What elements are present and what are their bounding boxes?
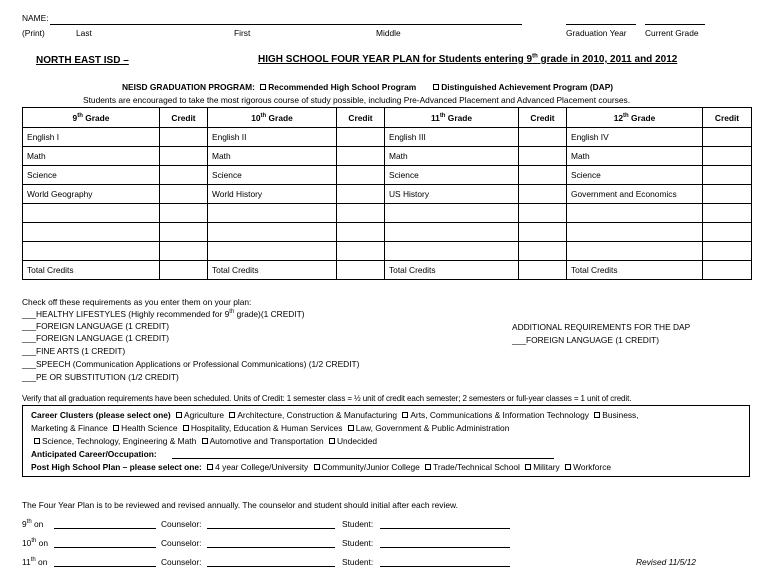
print-label: (Print) <box>22 28 45 38</box>
credit-cell[interactable] <box>703 128 752 147</box>
recommended-option: Recommended High School Program <box>268 82 417 92</box>
credit-cell[interactable] <box>160 261 208 280</box>
credit-cell[interactable] <box>337 223 385 242</box>
revised-date: Revised 11/5/12 <box>636 557 696 567</box>
career-option: Marketing & Finance <box>31 423 108 433</box>
name-field[interactable] <box>50 12 522 25</box>
program-line <box>122 82 613 92</box>
career-option: Automotive and Transportation <box>209 436 324 446</box>
course-cell[interactable] <box>23 204 160 223</box>
counselor-label: Counselor: <box>161 538 202 548</box>
course-cell[interactable]: Math <box>23 147 160 166</box>
table-header-row <box>23 108 752 128</box>
grade-10-header: 10th Grade <box>208 108 337 128</box>
dap-requirement-item: ___FOREIGN LANGUAGE (1 CREDIT) <box>512 335 660 345</box>
course-cell[interactable] <box>567 223 703 242</box>
post-option: Trade/Technical School <box>433 462 520 472</box>
checkbox[interactable] <box>183 425 189 431</box>
credit-cell[interactable] <box>160 185 208 204</box>
post-option: Workforce <box>573 462 612 472</box>
course-cell[interactable]: World History <box>208 185 337 204</box>
checkbox[interactable] <box>314 464 320 470</box>
career-line-3 <box>31 436 377 446</box>
last-label: Last <box>76 28 92 38</box>
checkbox[interactable] <box>207 464 213 470</box>
counselor-initial-field[interactable] <box>207 520 335 529</box>
requirement-item: ___HEALTHY LIFESTYLES (Highly recommended for 9th grade)(1 CREDIT) <box>22 309 305 319</box>
table-row <box>23 261 752 280</box>
post-plan-line <box>31 462 611 472</box>
post-option: Military <box>533 462 560 472</box>
checkbox[interactable] <box>229 412 235 418</box>
table-row <box>23 223 752 242</box>
table-row <box>23 185 752 204</box>
student-label: Student: <box>342 557 374 567</box>
checkbox[interactable] <box>565 464 571 470</box>
four-year-plan-table <box>22 107 752 280</box>
program-label: NEISD GRADUATION PROGRAM: <box>122 82 255 92</box>
student-initial-field[interactable] <box>380 558 510 567</box>
credit-cell[interactable] <box>337 242 385 261</box>
credit-cell[interactable] <box>703 223 752 242</box>
requirement-item: ___FINE ARTS (1 CREDIT) <box>22 346 126 356</box>
post-option: 4 year College/University <box>215 462 309 472</box>
credit-cell[interactable] <box>337 128 385 147</box>
career-option: Law, Government & Public Administration <box>355 423 510 433</box>
occupation-field[interactable] <box>172 448 554 459</box>
counselor-initial-field[interactable] <box>207 558 335 567</box>
career-option: Arts, Communications & Information Technology <box>410 410 589 420</box>
credit-cell[interactable] <box>519 147 567 166</box>
credit-cell[interactable] <box>160 242 208 261</box>
credit-cell[interactable] <box>519 185 567 204</box>
student-label: Student: <box>342 519 374 529</box>
course-cell[interactable]: English III <box>385 128 519 147</box>
post-option: Community/Junior College <box>321 462 420 472</box>
credit-cell[interactable] <box>703 261 752 280</box>
first-label: First <box>234 28 251 38</box>
career-option: Undecided <box>336 436 378 446</box>
checkbox[interactable] <box>34 438 40 444</box>
checkbox[interactable] <box>329 438 335 444</box>
credit-cell[interactable] <box>337 185 385 204</box>
course-cell[interactable]: Math <box>567 147 703 166</box>
credit-cell[interactable] <box>160 147 208 166</box>
credit-cell[interactable] <box>703 242 752 261</box>
table-row <box>23 242 752 261</box>
requirement-item: ___PE OR SUBSTITUTION (1/2 CREDIT) <box>22 372 179 382</box>
checkbox[interactable] <box>348 425 354 431</box>
district-title: NORTH EAST ISD – <box>36 55 129 66</box>
credit-cell[interactable] <box>703 166 752 185</box>
checkbox[interactable] <box>402 412 408 418</box>
review-grade-label: 11th on <box>22 557 48 567</box>
post-plan-label: Post High School Plan – please select one: <box>31 462 202 472</box>
credit-cell[interactable] <box>337 204 385 223</box>
current-grade-label: Current Grade <box>645 28 699 38</box>
review-date-field[interactable] <box>54 520 156 529</box>
career-option: Business, <box>602 410 639 420</box>
table-row <box>23 128 752 147</box>
credit-cell[interactable] <box>703 147 752 166</box>
course-cell[interactable]: Total Credits <box>23 261 160 280</box>
occupation-label: Anticipated Career/Occupation: <box>31 449 157 459</box>
credit-cell[interactable] <box>703 204 752 223</box>
student-initial-field[interactable] <box>380 539 510 548</box>
course-cell[interactable]: Science <box>385 166 519 185</box>
counselor-label: Counselor: <box>161 557 202 567</box>
course-cell[interactable]: English IV <box>567 128 703 147</box>
checkbox[interactable] <box>525 464 531 470</box>
rigor-note: Students are encouraged to take the most rigorous course of study possible, including Pre-Advanced Placement and Advanced Placement courses. <box>83 95 631 105</box>
course-cell[interactable]: English I <box>23 128 160 147</box>
middle-label: Middle <box>376 28 401 38</box>
course-cell[interactable] <box>208 223 337 242</box>
requirement-item: ___SPEECH (Communication Applications or Professional Communications) (1/2 CREDIT) <box>22 359 360 369</box>
career-line-2 <box>31 423 509 433</box>
recommended-checkbox[interactable] <box>260 84 266 90</box>
counselor-label: Counselor: <box>161 519 202 529</box>
career-option: Agriculture <box>183 410 225 420</box>
course-cell[interactable]: Science <box>567 166 703 185</box>
review-note: The Four Year Plan is to be reviewed and revised annually. The counselor and student should initial after each review. <box>22 500 458 510</box>
career-option: Architecture, Construction & Manufacturing <box>237 410 398 420</box>
course-cell[interactable] <box>23 242 160 261</box>
dap-option: Distinguished Achievement Program (DAP) <box>441 82 614 92</box>
career-line-1 <box>31 410 639 420</box>
requirements-intro: Check off these requirements as you enter them on your plan: <box>22 297 252 307</box>
requirement-item: ___FOREIGN LANGUAGE (1 CREDIT) <box>22 321 170 331</box>
credit-cell[interactable] <box>519 128 567 147</box>
course-cell[interactable]: Math <box>208 147 337 166</box>
course-cell[interactable]: World Geography <box>23 185 160 204</box>
course-cell[interactable]: Math <box>385 147 519 166</box>
course-cell[interactable]: Total Credits <box>567 261 703 280</box>
course-cell[interactable] <box>567 204 703 223</box>
grade-9-header: 9th Grade <box>23 108 160 128</box>
credit-cell[interactable] <box>337 147 385 166</box>
credit-cell[interactable] <box>160 223 208 242</box>
course-cell[interactable]: US History <box>385 185 519 204</box>
checkbox[interactable] <box>594 412 600 418</box>
career-clusters-label: Career Clusters (please select one) <box>31 410 171 420</box>
course-cell[interactable]: English II <box>208 128 337 147</box>
credit-cell[interactable] <box>519 204 567 223</box>
table-row <box>23 166 752 185</box>
credit-header: Credit <box>703 108 752 128</box>
credit-header: Credit <box>337 108 385 128</box>
student-initial-field[interactable] <box>380 520 510 529</box>
graduation-year-label: Graduation Year <box>566 28 627 38</box>
review-grade-label: 9th on <box>22 519 44 529</box>
course-cell[interactable] <box>23 223 160 242</box>
course-cell[interactable] <box>567 242 703 261</box>
table-row <box>23 204 752 223</box>
credit-cell[interactable] <box>519 242 567 261</box>
grade-12-header: 12th Grade <box>567 108 703 128</box>
credit-cell[interactable] <box>519 223 567 242</box>
course-cell[interactable] <box>385 223 519 242</box>
credit-header: Credit <box>519 108 567 128</box>
review-date-field[interactable] <box>54 558 156 567</box>
course-cell[interactable]: Government and Economics <box>567 185 703 204</box>
review-grade-label: 10th on <box>22 538 48 548</box>
grade-11-header: 11th Grade <box>385 108 519 128</box>
credit-header: Credit <box>160 108 208 128</box>
student-label: Student: <box>342 538 374 548</box>
checkbox[interactable] <box>202 438 208 444</box>
checkbox[interactable] <box>113 425 119 431</box>
credit-cell[interactable] <box>337 166 385 185</box>
name-label: NAME: <box>22 13 49 23</box>
counselor-initial-field[interactable] <box>207 539 335 548</box>
checkbox[interactable] <box>425 464 431 470</box>
graduation-year-field[interactable] <box>566 12 636 25</box>
verify-note: Verify that all graduation requirements have been scheduled. Units of Credit: 1 semester class = ½ unit of credit each semester; 2 semesters or full-year classes = 1 unit of credit. <box>22 394 632 403</box>
credit-cell[interactable] <box>160 166 208 185</box>
table-row <box>23 147 752 166</box>
plan-title: HIGH SCHOOL FOUR YEAR PLAN for Students entering 9th grade in 2010, 2011 and 2012 <box>258 53 678 65</box>
career-option: Health Science <box>121 423 178 433</box>
requirement-item: ___FOREIGN LANGUAGE (1 CREDIT) <box>22 333 170 343</box>
credit-cell[interactable] <box>519 166 567 185</box>
checkbox[interactable] <box>176 412 182 418</box>
course-cell[interactable] <box>208 204 337 223</box>
course-cell[interactable] <box>208 242 337 261</box>
credit-cell[interactable] <box>337 261 385 280</box>
credit-cell[interactable] <box>160 204 208 223</box>
current-grade-field[interactable] <box>645 12 705 25</box>
course-cell[interactable]: Total Credits <box>208 261 337 280</box>
credit-cell[interactable] <box>160 128 208 147</box>
credit-cell[interactable] <box>519 261 567 280</box>
career-option: Science, Technology, Engineering & Math <box>42 436 197 446</box>
review-date-field[interactable] <box>54 539 156 548</box>
course-cell[interactable]: Science <box>208 166 337 185</box>
course-cell[interactable]: Science <box>23 166 160 185</box>
dap-requirements-title: ADDITIONAL REQUIREMENTS FOR THE DAP <box>512 322 691 332</box>
credit-cell[interactable] <box>703 185 752 204</box>
career-option: Hospitality, Education & Human Services <box>190 423 343 433</box>
course-cell[interactable] <box>385 242 519 261</box>
course-cell[interactable]: Total Credits <box>385 261 519 280</box>
dap-checkbox[interactable] <box>433 84 439 90</box>
course-cell[interactable] <box>385 204 519 223</box>
